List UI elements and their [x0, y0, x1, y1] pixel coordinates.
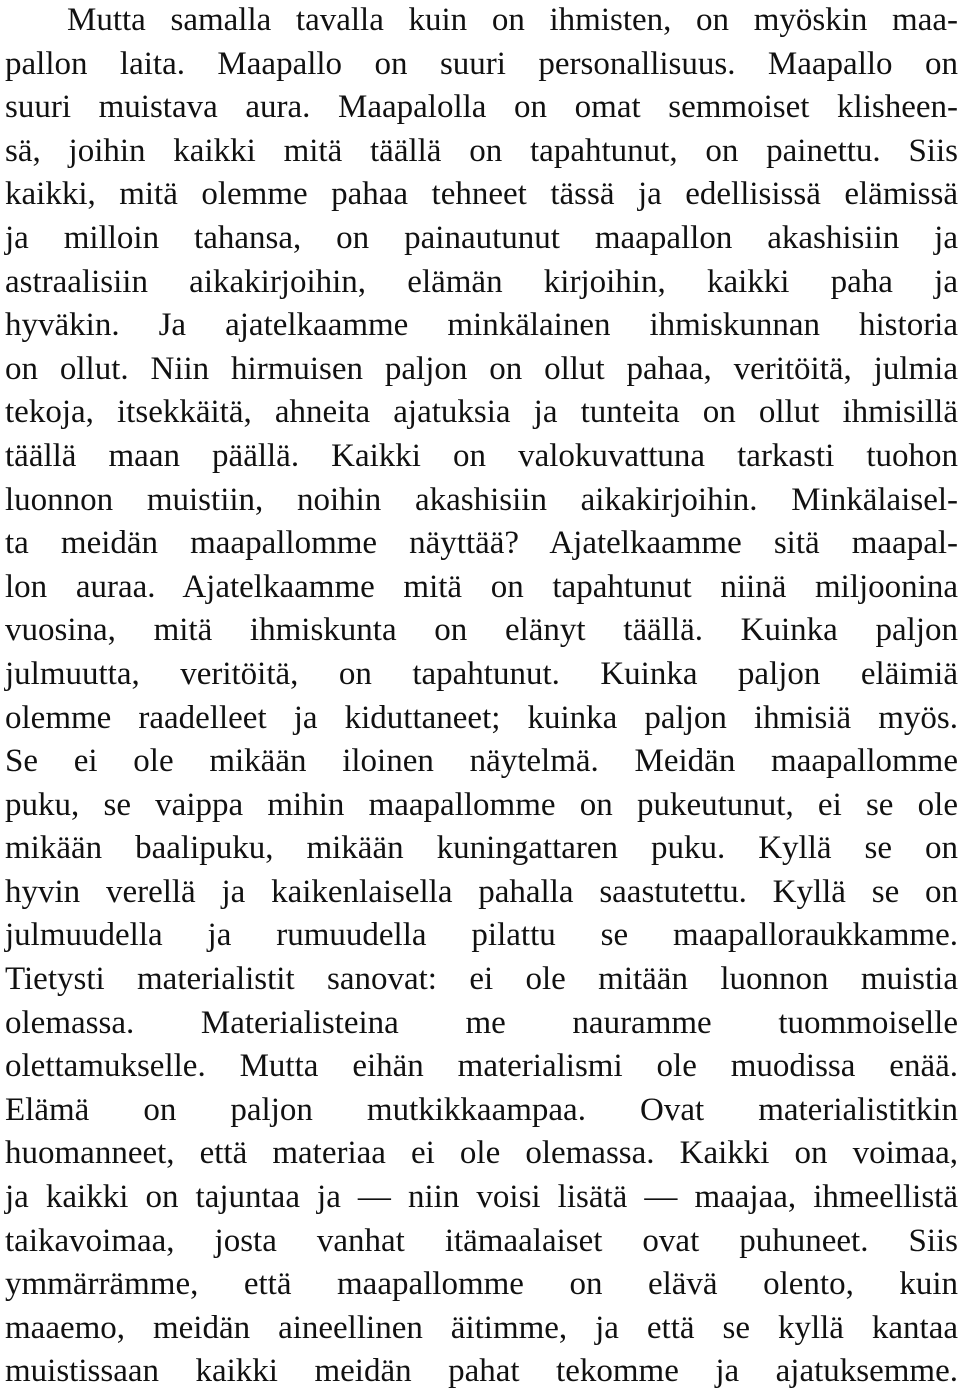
- text-line: hyvin verellä ja kaikenlaisella pahalla saastutettu. Kyllä se on: [5, 873, 958, 910]
- text-line: lon auraa. Ajatelkaamme mitä on tapahtunut niinä miljoonina: [5, 568, 958, 605]
- text-line: Mutta samalla tavalla kuin on ihmisten, on myöskin maa-: [67, 2, 958, 38]
- text-line: olemme raadelleet ja kiduttaneet; kuinka paljon ihmisiä myös.: [5, 699, 958, 736]
- text-line: luonnon muistiin, noihin akashisiin aikakirjoihin. Minkälaisel-: [5, 481, 958, 518]
- text-line: ymmärrämme, että maapallomme on elävä olento, kuin: [5, 1266, 958, 1303]
- text-line: muistissaan kaikki meidän pahat tekomme ja ajatuksemme.: [5, 1353, 958, 1390]
- text-line: Se ei ole mikään iloinen näytelmä. Meidän maapallomme: [5, 743, 958, 780]
- text-line: ta meidän maapallomme näyttää? Ajatelkaamme sitä maapal-: [5, 525, 958, 562]
- body-paragraph: [5, 0, 958, 1394]
- text-line: olettamukselle. Mutta eihän materialismi ole muodissa enää.: [5, 1048, 958, 1085]
- text-line: suuri muistava aura. Maapalolla on omat semmoiset klisheen-: [5, 89, 958, 126]
- text-line: julmuudella ja rumuudella pilattu se maapalloraukkamme.: [5, 917, 958, 954]
- text-line: sä, joihin kaikki mitä täällä on tapahtunut, on painettu. Siis: [5, 132, 958, 169]
- text-line: Tietysti materialistit sanovat: ei ole mitään luonnon muistia: [5, 961, 958, 998]
- text-line: täällä maan päällä. Kaikki on valokuvattuna tarkasti tuohon: [5, 437, 958, 474]
- text-line: hyväkin. Ja ajatelkaamme minkälainen ihmiskunnan historia: [5, 307, 958, 344]
- text-line: maaemo, meidän aineellinen äitimme, ja että se kyllä kantaa: [5, 1309, 958, 1346]
- text-line: puku, se vaippa mihin maapallomme on pukeutunut, ei se ole: [5, 786, 958, 823]
- text-line: taikavoimaa, josta vanhat itämaalaiset ovat puhuneet. Siis: [5, 1222, 958, 1259]
- text-line: pallon laita. Maapallo on suuri personallisuus. Maapallo on: [5, 45, 958, 82]
- text-line: julmuutta, veritöitä, on tapahtunut. Kuinka paljon eläimiä: [5, 655, 958, 692]
- text-line: astraalisiin aikakirjoihin, elämän kirjoihin, kaikki paha ja: [5, 263, 958, 300]
- text-line: ja milloin tahansa, on painautunut maapallon akashisiin ja: [5, 219, 958, 256]
- text-line: on ollut. Niin hirmuisen paljon on ollut pahaa, veritöitä, julmia: [5, 350, 958, 387]
- text-line: mikään baalipuku, mikään kuningattaren puku. Kyllä se on: [5, 830, 958, 867]
- text-line: Elämä on paljon mutkikkaampaa. Ovat materialistitkin: [5, 1091, 958, 1128]
- text-line: tekoja, itsekkäitä, ahneita ajatuksia ja tunteita on ollut ihmisillä: [5, 394, 958, 431]
- text-line: olemassa. Materialisteina me nauramme tuommoiselle: [5, 1004, 958, 1041]
- text-line: huomanneet, että materiaa ei ole olemassa. Kaikki on voimaa,: [5, 1135, 958, 1172]
- text-line: vuosina, mitä ihmiskunta on elänyt täällä. Kuinka paljon: [5, 612, 958, 649]
- text-line: ja kaikki on tajuntaa ja — niin voisi lisätä — maajaa, ihmeellistä: [5, 1179, 958, 1216]
- text-line: kaikki, mitä olemme pahaa tehneet tässä ja edellisissä elämissä: [5, 176, 958, 213]
